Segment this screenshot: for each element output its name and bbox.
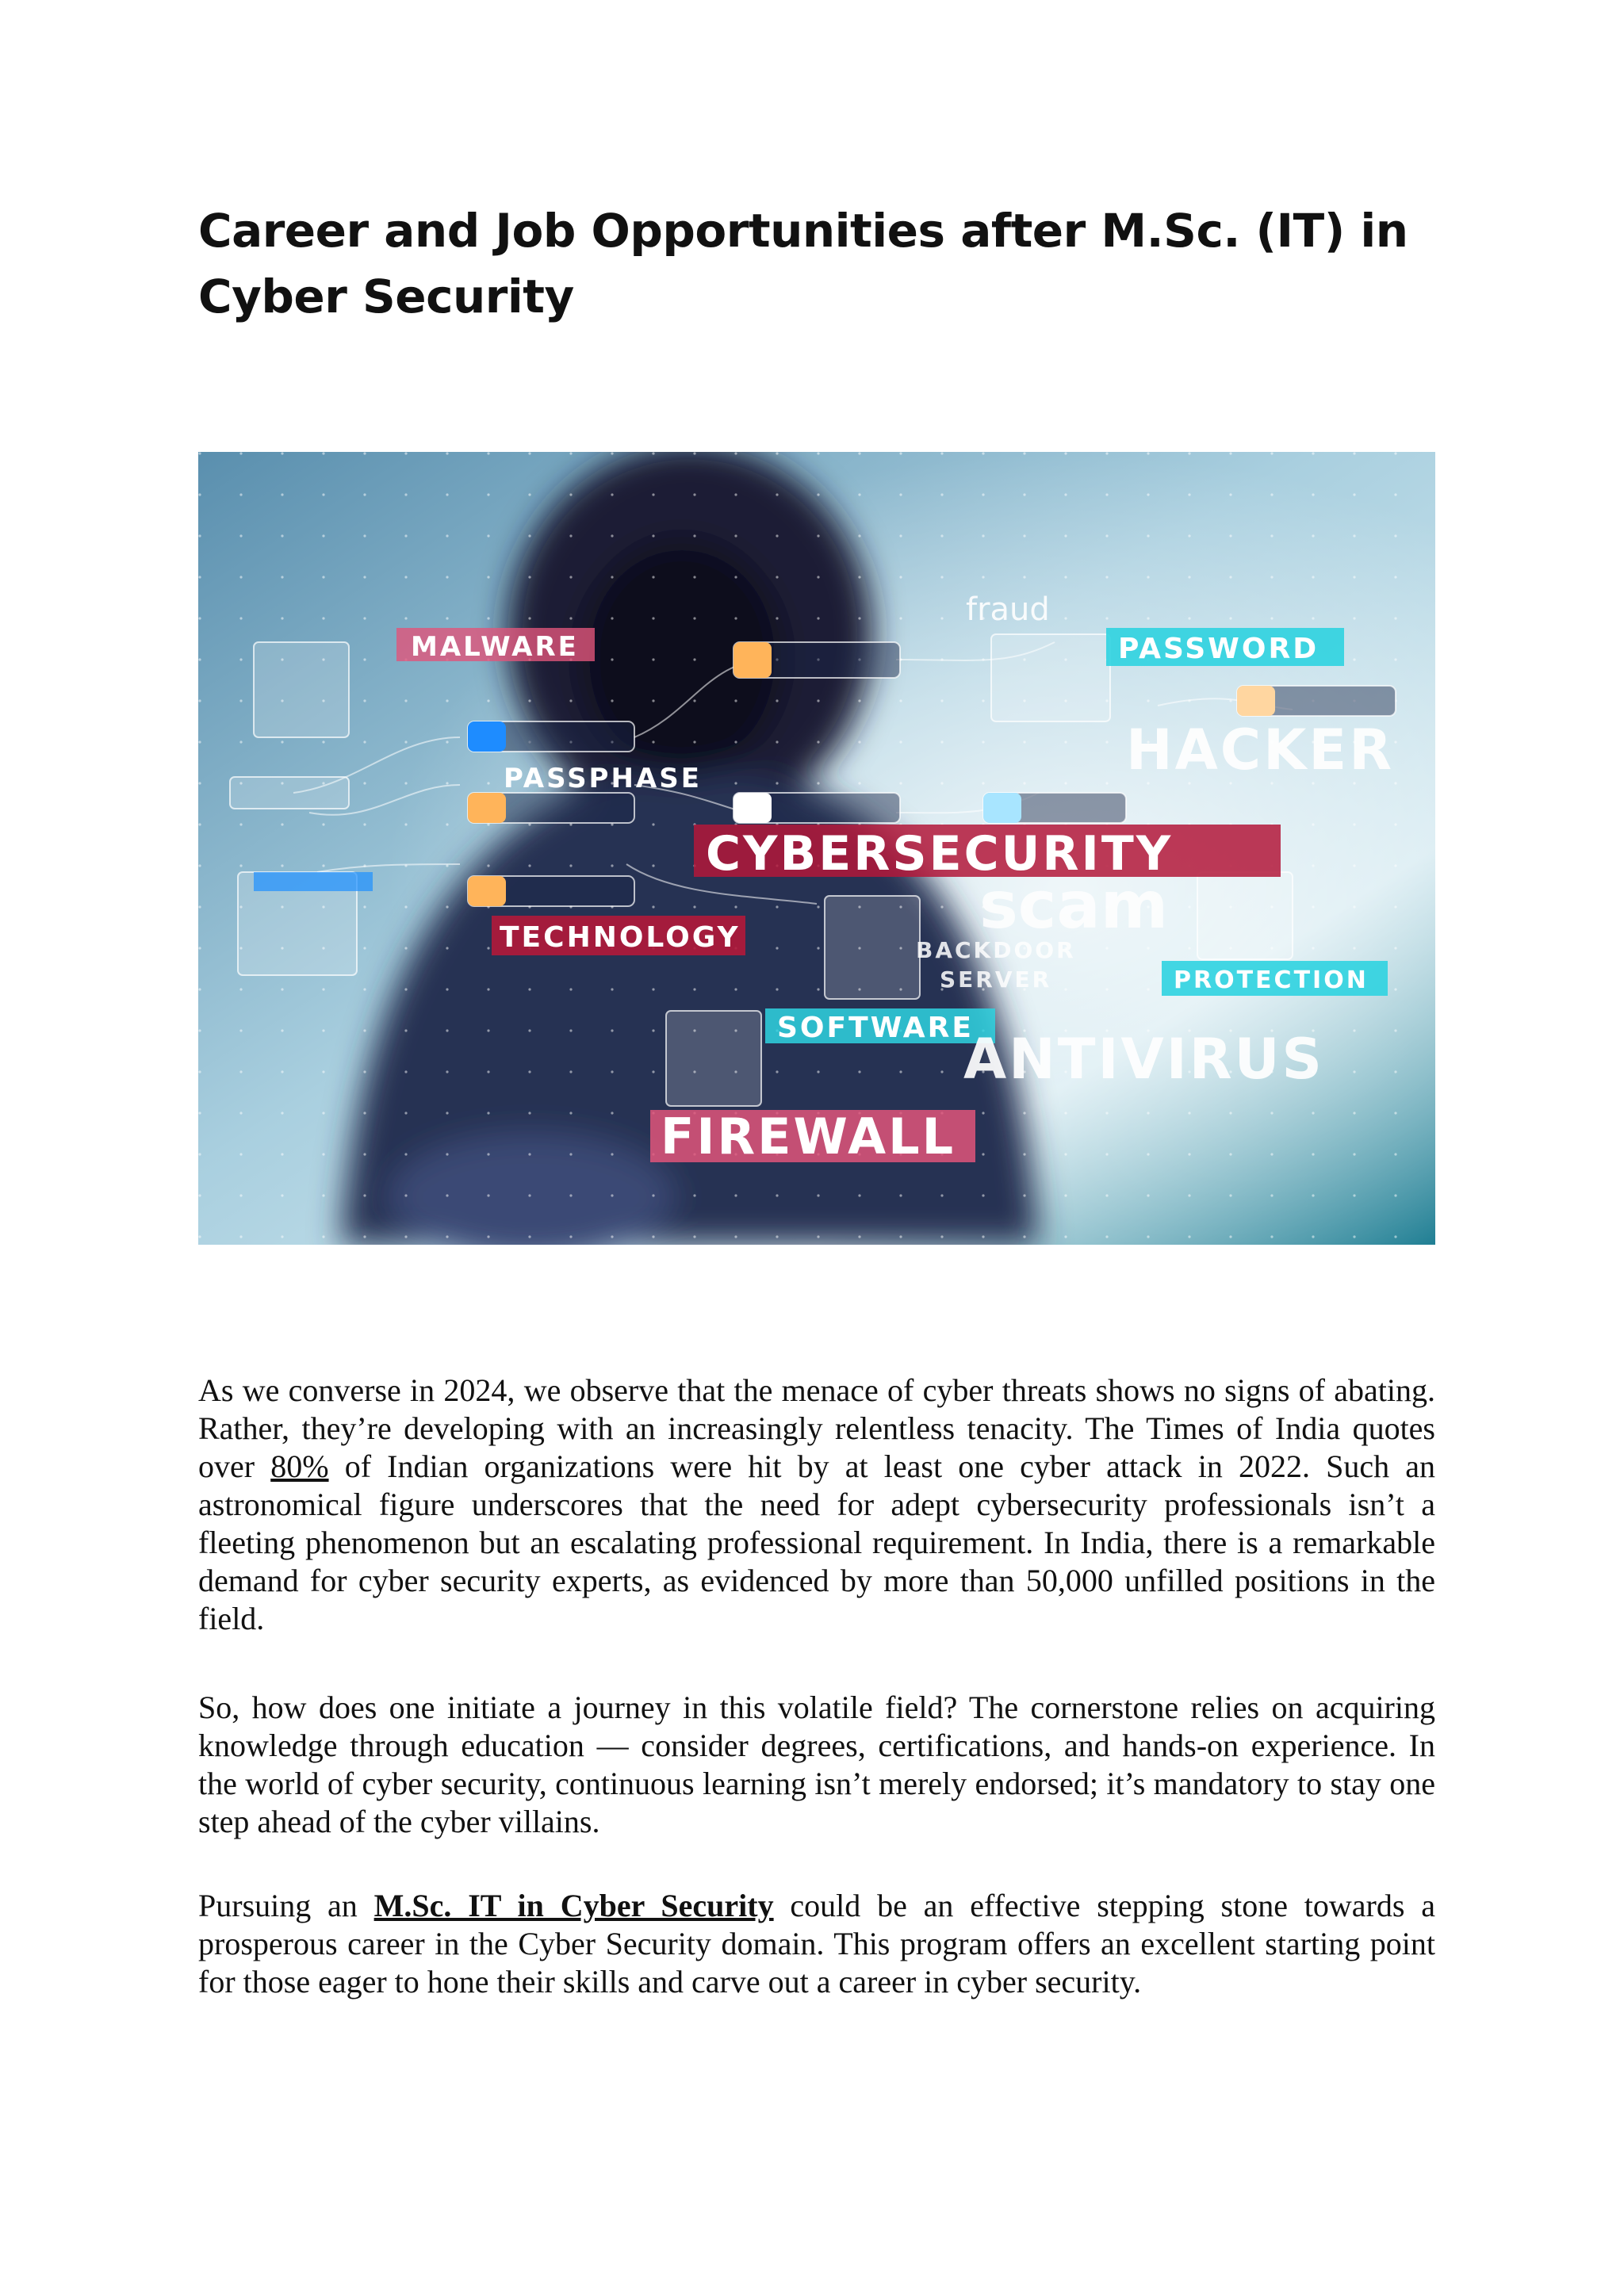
intro-text-end: of Indian organizations were hit by at least one cyber attack in 2022. Such an astronomical figure underscores that the need for adept cybersecurity professionals isn’t a fleeting phenomenon but an escalating professional requirement. In India, there is a remarkable demand for cyber security experts, as evidenced by more than 50,000 unfilled positions in the field. [198,1448,1435,1636]
program-paragraph [198,1887,1435,2001]
tag-server: SERVER [940,966,1052,993]
tag-antivirus: ANTIVIRUS [963,1027,1324,1092]
intro-paragraph [198,1372,1435,1638]
statistic-80-percent-link[interactable]: 80% [270,1448,329,1484]
program-text-end: could be an effective stepping stone towards a prosperous career in the Cyber Security domain. This program offers an excellent starting point for those eager to hone their skills and carve out a career in cyber security. [198,1888,1435,1999]
education-paragraph: So, how does one initiate a journey in this volatile field? The cornerstone relies on acquiring knowledge through education — consider degrees, certifications, and hands-on experience. In the world of cyber security, continuous learning isn’t merely endorsed; it’s mandatory to stay one step ahead of the cyber villains. [198,1689,1435,1839]
tag-scam: scam [979,868,1169,943]
intro-text-start: As we converse in 2024, we observe that the menace of cyber threats shows no signs of abating. Rather, they’re developing with an increasingly relentless tenacity. The Times of India quotes over [198,1372,1435,1484]
page-title: Career and Job Opportunities after M.Sc. (IT) in Cyber Security [198,204,1408,323]
tag-backdoor: BACKDOOR [916,937,1076,963]
tag-protection: PROTECTION [1174,966,1369,994]
cybersecurity-hero-image [198,452,1435,1245]
tag-malware: MALWARE [411,631,579,663]
tag-cybersecurity: CYBERSECURITY [706,826,1174,882]
tag-fraud: fraud [966,591,1050,628]
tag-software: SOFTWARE [777,1012,974,1044]
tag-firewall: FIREWALL [661,1108,956,1165]
tag-technology: TECHNOLOGY [500,921,741,954]
tag-hacker: HACKER [1126,718,1395,783]
tag-passphase: PASSPHASE [504,763,702,794]
msc-it-cyber-security-link[interactable]: M.Sc. IT in Cyber Security [373,1888,774,1923]
program-text-start: Pursuing an [198,1888,374,1923]
tag-password: PASSWORD [1118,633,1320,665]
